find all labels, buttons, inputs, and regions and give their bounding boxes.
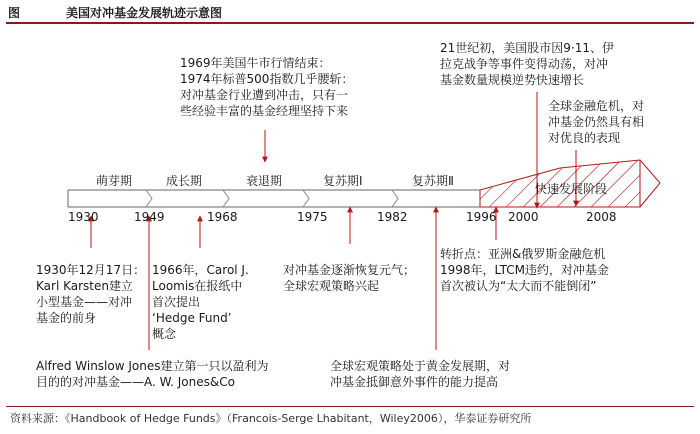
year-2008: 2008 <box>586 210 617 224</box>
phase-growth: 成长期 <box>166 174 203 188</box>
year-1975: 1975 <box>297 210 328 224</box>
timeline-arrowhead <box>640 160 660 207</box>
year-2000: 2000 <box>508 210 539 224</box>
note-1969-bear-market: 1969年美国牛市行情结束： 1974年标普500指数几乎腰斩： 对冲基金行业遭到冲击，只有一 些经验丰富的基金经理坚持下来 <box>180 56 354 118</box>
phase-sprout: 萌芽期 <box>96 174 133 188</box>
phase-recovery-1: 复苏期Ⅰ <box>323 174 363 188</box>
note-jones-first-fund: Alfred Winslow Jones建立第一只以盈利为 目的的对冲基金——A. W. Jones&Co <box>36 359 269 389</box>
note-financial-crisis: 全球金融危机，对 冲基金仍然具有相 对优良的表现 <box>548 99 645 145</box>
note-21st-century: 21世纪初，美国股市因9·11、伊 拉克战争等事件变得动荡，对冲 基金数量规模逆势快速增长 <box>440 41 614 87</box>
figure-label: 图 <box>8 6 21 20</box>
phase-recovery-2: 复苏期Ⅱ <box>412 174 454 188</box>
note-turning-point: 转折点：亚洲&俄罗斯金融危机 1998年，LTCM违约，对冲基金 首次被认为“太大而不能倒闭” <box>440 247 609 293</box>
footer-rule <box>6 406 694 407</box>
note-recovery-1: 对冲基金逐渐恢复元气； 全球宏观策略兴起 <box>283 263 416 293</box>
year-1930: 1930 <box>68 210 99 224</box>
phase-decline: 衰退期 <box>246 174 283 188</box>
note-1930-karsten: 1930年12月17日： Karl Karsten建立 小型基金——对冲 基金的前身 <box>36 263 146 325</box>
source-note: 资料来源：《Handbook of Hedge Funds》（Francois-Serge Lhabitant，Wiley2006），华泰证券研究所 <box>10 412 532 425</box>
segment-divider <box>146 190 152 207</box>
note-1966-loomis: 1966年，Carol J. Loomis在报纸中 首次提出 ‘Hedge Fund’ 概念 <box>152 263 249 341</box>
segment-divider <box>223 190 229 207</box>
segment-divider <box>303 190 309 207</box>
year-1996: 1996 <box>466 210 497 224</box>
year-1982: 1982 <box>377 210 408 224</box>
note-global-macro-golden: 全球宏观策略处于黄金发展期，对 冲基金抵御意外事件的能力提高 <box>330 359 511 389</box>
phase-rapid-growth: 快速发展阶段 <box>535 182 608 196</box>
figure-title: 美国对冲基金发展轨迹示意图 <box>66 6 223 20</box>
segment-divider <box>392 190 398 207</box>
year-1949: 1949 <box>134 210 165 224</box>
year-1968: 1968 <box>207 210 238 224</box>
